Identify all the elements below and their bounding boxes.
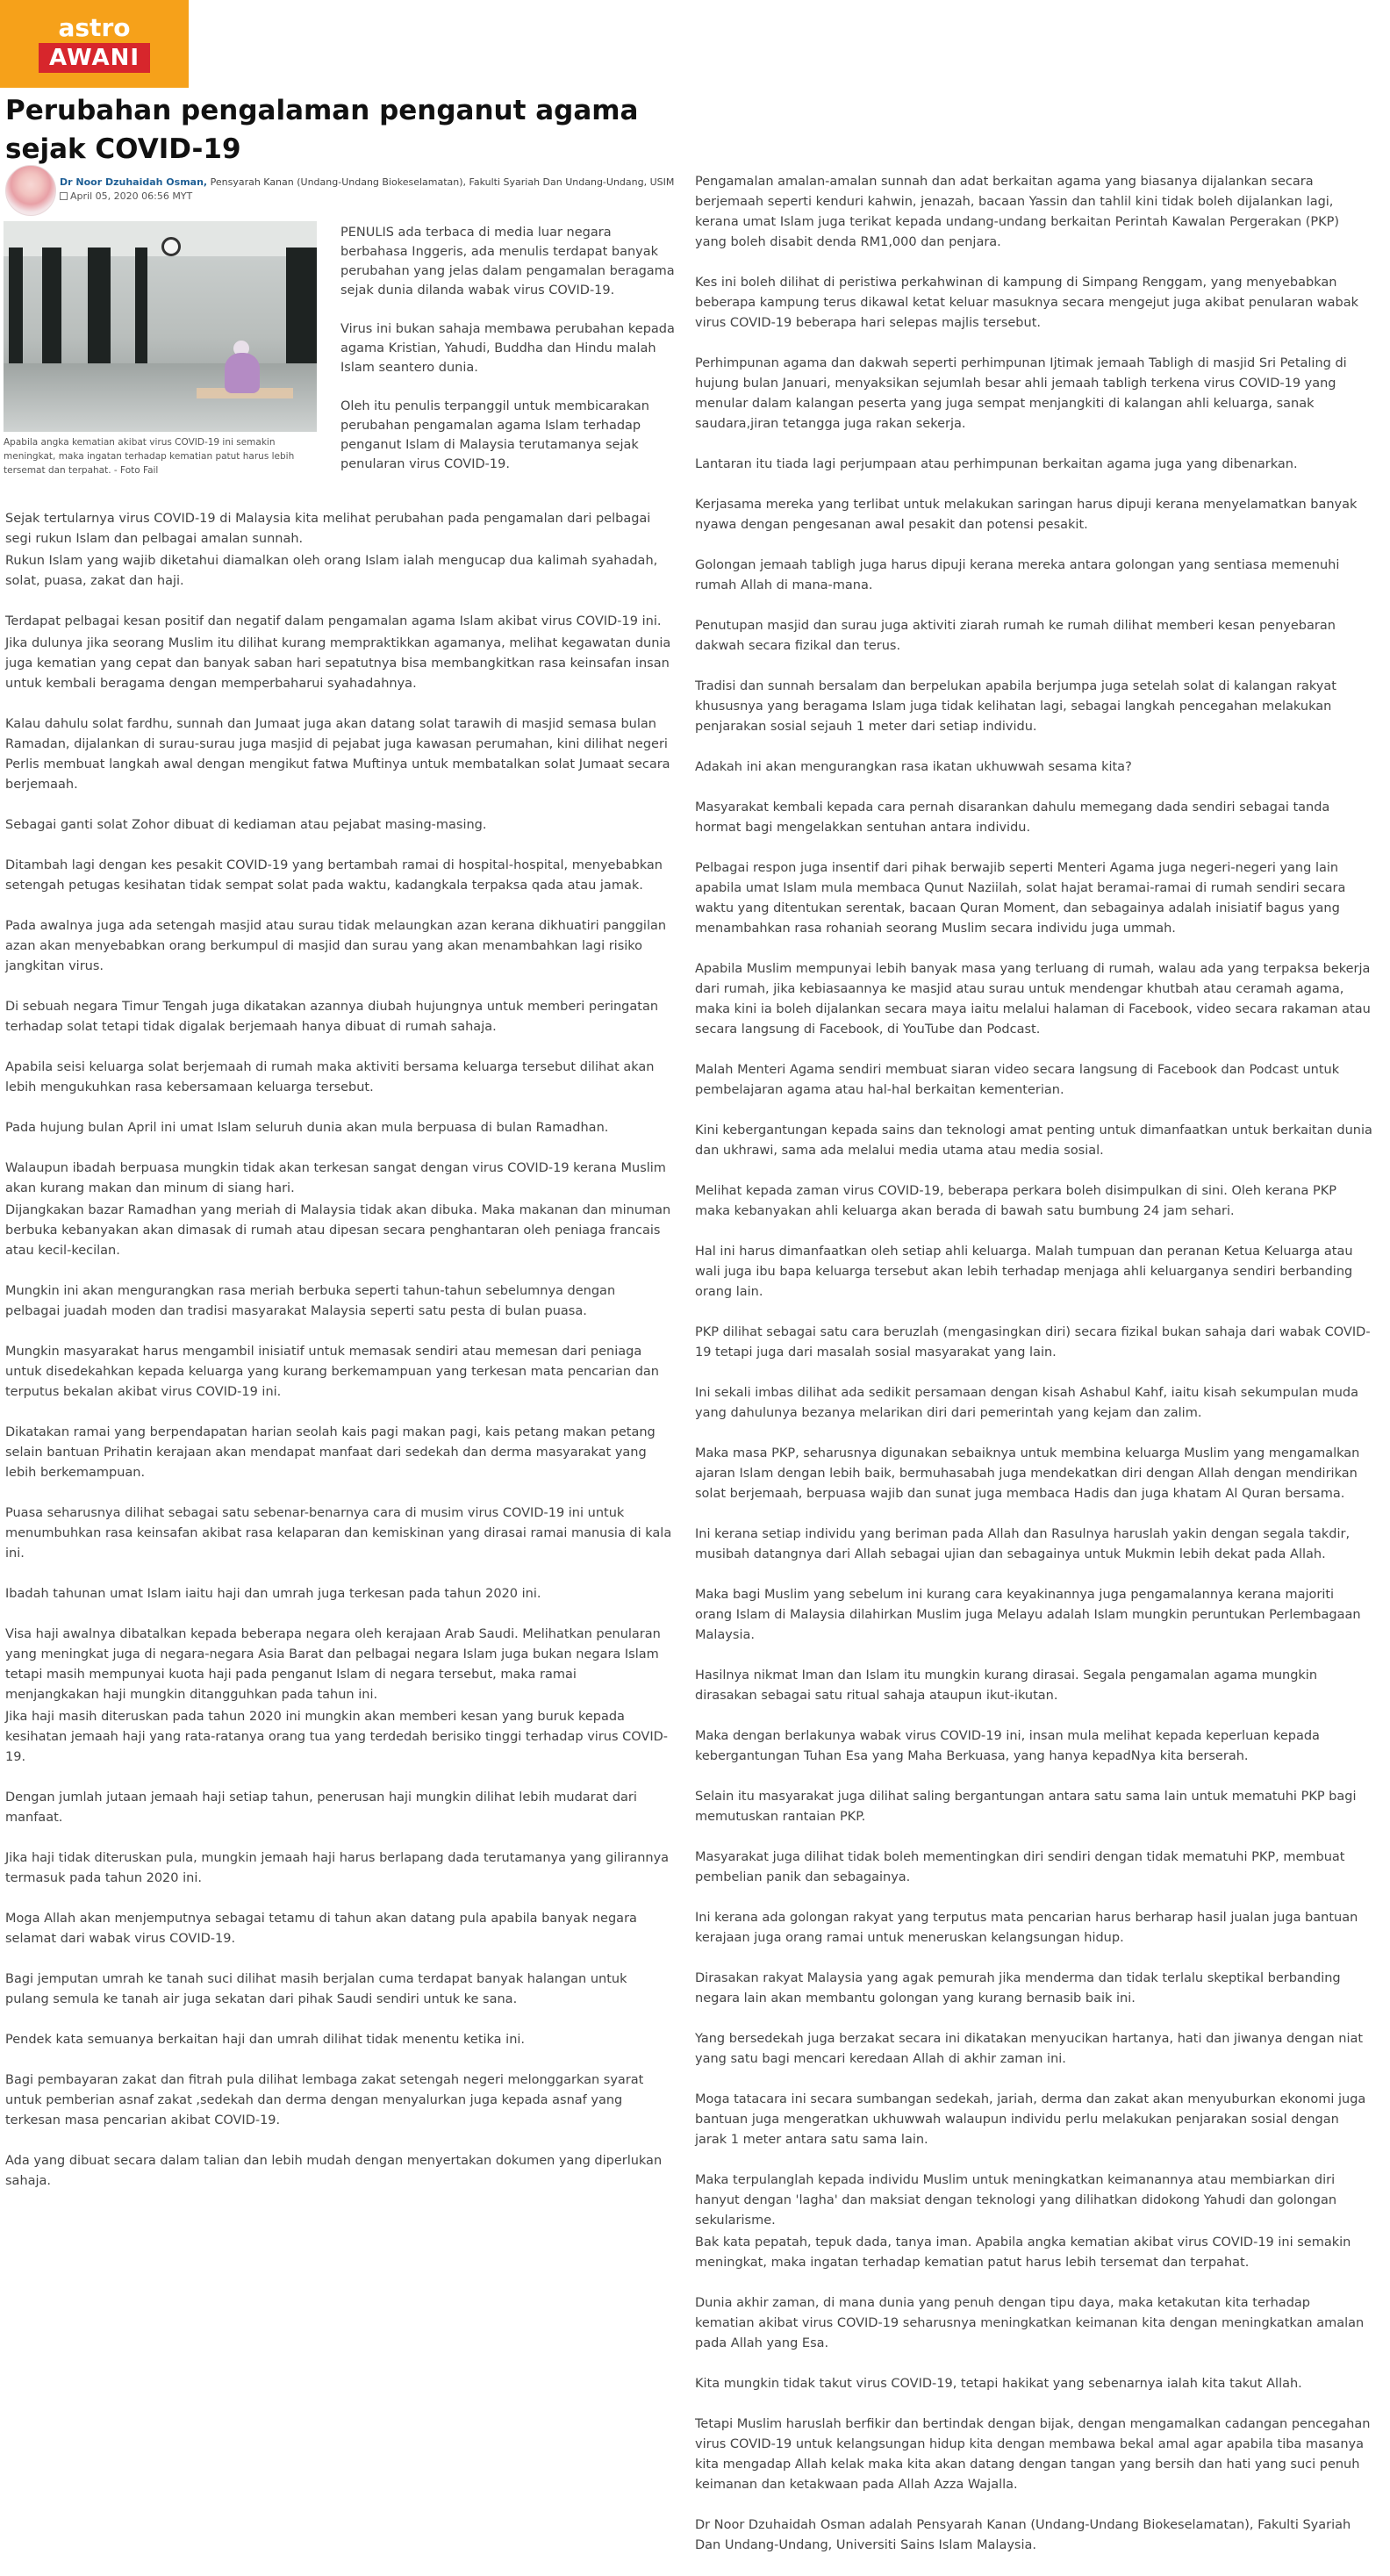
body-paragraph: Jika haji tidak diteruskan pula, mungkin jemaah haji harus berlapang dada terutamanya yang gilirannya termasuk pada tahun 2020 ini. — [5, 1851, 670, 1885]
body-paragraph: Bak kata pepatah, tepuk dada, tanya iman. Apabila angka kematian akibat virus COVID-19 ini semakin meningkat, maka ingatan terhadap kematian patut harus lebih tersemat dan terpahat. — [695, 2235, 1351, 2270]
body-paragraph: Penutupan masjid dan surau juga aktiviti ziarah rumah ke rumah dilihat memberi kesan penyebaran dakwah secara fizikal dan terus. — [695, 619, 1336, 653]
body-paragraph: Malah Menteri Agama sendiri membuat siaran video secara langsung di Facebook dan Podcast untuk pembelajaran agama atau hal-hal berkaitan kementerian. — [695, 1063, 1340, 1097]
body-paragraph: Apabila seisi keluarga solat berjemaah di rumah maka aktiviti bersama keluarga tersebut dilihat akan lebih mengukuhkan rasa kebersamaan keluarga tersebut. — [5, 1060, 655, 1094]
body-paragraph: Kalau dahulu solat fardhu, sunnah dan Jumaat juga akan datang solat tarawih di masjid semasa bulan Ramadan, dijalankan di surau-surau juga masjid di pejabat juga kawasan perumahan, kini dilihat negeri Perlis membuat langkah awal dengan mengikut fatwa Muftinya untuk membatalkan solat Jumaat secara berjemaah. — [5, 717, 670, 792]
article-photo — [4, 221, 317, 432]
body-paragraph: Sejak tertularnya virus COVID-19 di Malaysia kita melihat perubahan pada pengamalan dari pelbagai segi rukun Islam dan pelbagai amalan sunnah. — [5, 512, 651, 546]
body-paragraph: Walaupun ibadah berpuasa mungkin tidak akan terkesan sangat dengan virus COVID-19 kerana Muslim akan kurang makan dan minum di siang hari. — [5, 1161, 666, 1195]
body-paragraph: Terdapat pelbagai kesan positif dan negatif dalam pengamalan agama Islam akibat virus COVID-19 ini. — [5, 614, 662, 628]
intro-paragraph: Virus ini bukan sahaja membawa perubahan kepada agama Kristian, Yahudi, Buddha dan Hindu malah Islam seantero dunia. — [340, 322, 675, 375]
body-paragraph: Kes ini boleh dilihat di peristiwa perkahwinan di kampung di Simpang Renggam, yang menyebabkan beberapa kampung terus dikawal ketat keluar masuknya secara mengejut juga akibat penularan wabak virus COVID-19 beberapa hari selepas majlis tersebut. — [695, 276, 1359, 330]
logo-text-astro: astro — [58, 13, 131, 42]
body-paragraph: Ini kerana setiap individu yang beriman pada Allah dan Rasulnya haruslah yakin dengan segala takdir, musibah datangnya dari Allah sebagai ujian dan sebagainya untuk Mukmin lebih dekat pada Allah. — [695, 1527, 1351, 1561]
body-paragraph: Dirasakan rakyat Malaysia yang agak pemurah jika menderma dan tidak terlalu skeptikal berbanding negara lain akan membantu golongan yang kurang bernasib baik ini. — [695, 1971, 1341, 2006]
author-footnote: Dr Noor Dzuhaidah Osman adalah Pensyarah Kanan (Undang-Undang Biokeselamatan), Fakulti Syariah Dan Undang-Undang, Universiti Sains Islam Malaysia. — [695, 2518, 1351, 2552]
body-paragraph: Yang bersedekah juga berzakat secara ini dikatakan menyucikan hartanya, hati dan jiwanya dengan niat yang satu bagi mencari keredaan Allah di akhir zaman ini. — [695, 2032, 1364, 2066]
body-paragraph: Di sebuah negara Timur Tengah juga dikatakan azannya diubah hujungnya untuk memberi peringatan terhadap solat tetapi tidak digalak berjemaah hanya dibuat di rumah sahaja. — [5, 1000, 659, 1034]
body-paragraph: Hal ini harus dimanfaatkan oleh setiap ahli keluarga. Malah tumpuan dan peranan Ketua Keluarga atau wali juga ibu bapa keluarga tersebut akan lebih terhadap menjaga ahli keluarganya sendiri berbanding orang lain. — [695, 1245, 1353, 1299]
intro-paragraph: PENULIS ada terbaca di media luar negara berbahasa Inggeris, ada menulis terdapat banyak perubahan yang jelas dalam pengamalan beragama sejak dunia dilanda wabak virus COVID-19. — [340, 226, 675, 298]
body-paragraph: Bagi pembayaran zakat dan fitrah pula dilihat lembaga zakat setengah negeri melonggarkan syarat untuk pemberian asnaf zakat ,sedekah dan derma dengan menyalurkan juga kepada asnaf yang terkesan masa pencarian akibat COVID-19. — [5, 2073, 644, 2128]
body-paragraph: Visa haji awalnya dibatalkan kepada beberapa negara oleh kerajaan Arab Saudi. Melihatkan penularan yang meningkat juga di negara-negara Asia Barat dan pelbagai negara Islam juga bukan negara Islam tetapi masih mempunyai kuota haji pada penganut Islam di negara tersebut, maka ramai menjangkakan haji mungkin ditangguhkan pada tahun ini. — [5, 1627, 661, 1702]
body-paragraph: Lantaran itu tiada lagi perjumpaan atau perhimpunan berkaitan agama juga yang dibenarkan. — [695, 457, 1298, 471]
article-intro — [340, 223, 676, 493]
body-paragraph: Masyarakat juga dilihat tidak boleh mementingkan diri sendiri dengan tidak mematuhi PKP, membuat pembelian panik dan sebagainya. — [695, 1850, 1345, 1884]
body-paragraph: Kita mungkin tidak takut virus COVID-19, tetapi hakikat yang sebenarnya ialah kita takut Allah. — [695, 2377, 1302, 2391]
body-paragraph: Masyarakat kembali kepada cara pernah disarankan dahulu memegang dada sendiri sebagai tanda hormat bagi mengelakkan sentuhan antara individu. — [695, 800, 1330, 835]
body-paragraph: Tradisi dan sunnah bersalam dan berpelukan apabila berjumpa juga setelah solat di kalangan rakyat khususnya yang beragama Islam juga tidak kelihatan lagi, sebagai langkah pencegahan melakukan penjarakan sosial sejauh 1 meter dari setiap individu. — [695, 679, 1336, 734]
body-paragraph: Dengan jumlah jutaan jemaah haji setiap tahun, penerusan haji mungkin dilihat lebih mudarat dari manfaat. — [5, 1790, 637, 1825]
body-paragraph: Pengamalan amalan-amalan sunnah dan adat berkaitan agama yang biasanya dijalankan secara berjemaah seperti kenduri kahwin, jenazah, bacaan Yassin dan tahlil kini tidak boleh dijalankan lagi, kerana umat Islam juga terikat kepada undang-undang berkaitan Perintah Kawalan Pergerakan (PKP) yang boleh disabit denda RM1,000 dan penjara. — [695, 175, 1340, 249]
author-avatar — [5, 165, 56, 216]
author-line — [60, 176, 674, 189]
body-paragraph: Moga Allah akan menjemputnya sebagai tetamu di tahun akan datang pula apabila banyak negara selamat dari wabak virus COVID-19. — [5, 1912, 637, 1946]
body-paragraph: Ini kerana ada golongan rakyat yang terputus mata pencarian harus berharap hasil jualan juga bantuan kerajaan juga orang ramai untuk meneruskan kelangsungan hidup. — [695, 1911, 1358, 1945]
body-paragraph: PKP dilihat sebagai satu cara beruzlah (mengasingkan diri) secara fizikal bukan sahaja dari wabak COVID-19 tetapi juga dari masalah sosial masyarakat yang lain. — [695, 1325, 1371, 1360]
body-paragraph: Ini sekali imbas dilihat ada sedikit persamaan dengan kisah Ashabul Kahf, iaitu kisah sekumpulan muda yang dahulunya bezanya melarikan diri dari pemerintah yang kejam dan zalim. — [695, 1386, 1359, 1420]
body-paragraph: Mungkin ini akan mengurangkan rasa meriah berbuka seperti tahun-tahun sebelumnya dengan pelbagai juadah moden dan tradisi masyarakat Malaysia seperti satu pesta di bulan puasa. — [5, 1284, 616, 1318]
photo-caption: Apabila angka kematian akibat virus COVID-19 ini semakin meningkat, maka ingatan terhadap kematian patut harus lebih tersemat dan terpahat. - Foto Fail — [4, 437, 295, 476]
body-paragraph: Pada hujung bulan April ini umat Islam seluruh dunia akan mula berpuasa di bulan Ramadhan. — [5, 1121, 609, 1135]
clock-icon — [161, 237, 181, 256]
body-paragraph: Dunia akhir zaman, di mana dunia yang penuh dengan tipu daya, maka ketakutan kita terhadap kematian akibat virus COVID-19 seharusnya meningkatkan keimanan kita dengan meningkatkan amalan pada Allah yang Esa. — [695, 2296, 1365, 2350]
logo-text-awani: AWANI — [39, 43, 150, 73]
body-paragraph: Jika dulunya jika seorang Muslim itu dilihat kurang mempraktikkan agamanya, melihat kegawatan dunia juga kematian yang cepat dan banyak saban hari sepatutnya bisa membangkitkan rasa keinsafan insan untuk kembali beragama dengan memperbaharui syahadahnya. — [5, 636, 671, 691]
body-paragraph: Rukun Islam yang wajib diketahui diamalkan oleh orang Islam ialah mengucap dua kalimah syahadah, solat, puasa, zakat dan haji. — [5, 554, 658, 588]
astro-awani-logo[interactable] — [0, 0, 189, 88]
body-paragraph: Mungkin masyarakat harus mengambil inisiatif untuk memasak sendiri atau memesan dari peniaga untuk disedekahkan kepada keluarga yang kurang berkemampuan yang terkesan mata pencarian dan terputus bekalan akibat virus COVID-19 ini. — [5, 1345, 659, 1399]
body-paragraph: Moga tatacara ini secara sumbangan sedekah, jariah, derma dan zakat akan menyuburkan ekonomi juga bantuan juga mengeratkan ukhuwwah walaupun individu perlu melakukan penjarakan sosial dengan jarak 1 meter antara satu sama lain. — [695, 2092, 1366, 2147]
calendar-icon — [60, 192, 68, 200]
article-body-left — [5, 509, 672, 2212]
body-paragraph: Tetapi Muslim haruslah berfikir dan bertindak dengan bijak, dengan mengamalkan cadangan pencegahan virus COVID-19 untuk kelangsungan hidup kita dengan membawa bekal amal agar apabila tiba masanya kita mengadap Allah kelak maka kita akan datang dengan tangan yang bersih dan hati yang suci penuh keimanan dan ketakwaan pada Allah Azza Wajalla. — [695, 2417, 1371, 2492]
body-paragraph: Kerjasama mereka yang terlibat untuk melakukan saringan harus dipuji kerana menyelamatkan banyak nyawa dengan pengesanan awal pesakit dan potensi pesakit. — [695, 498, 1358, 532]
body-paragraph: Sebagai ganti solat Zohor dibuat di kediaman atau pejabat masing-masing. — [5, 818, 487, 832]
body-paragraph: Hasilnya nikmat Iman dan Islam itu mungkin kurang dirasai. Segala pengamalan agama mungkin dirasakan sebagai satu ritual sahaja ataupun ikut-ikutan. — [695, 1668, 1318, 1703]
body-paragraph: Melihat kepada zaman virus COVID-19, beberapa perkara boleh disimpulkan di sini. Oleh kerana PKP maka kebanyakan ahli keluarga akan berada di bawah satu bumbung 24 jam sehari. — [695, 1184, 1336, 1218]
body-paragraph: Maka terpulanglah kepada individu Muslim untuk meningkatkan keimanannya atau membiarkan diri hanyut dengan 'lagha' dan maksiat dengan teknologi yang dilihatkan didokong Yahudi dan golongan sekularisme. — [695, 2173, 1337, 2228]
body-paragraph: Dijangkakan bazar Ramadhan yang meriah di Malaysia tidak akan dibuka. Maka makanan dan minuman berbuka kebanyakan akan dimasak di rumah atau dipesan secara penghantaran oleh peniaga francais atau kecil-kecilan. — [5, 1203, 671, 1258]
body-paragraph: Perhimpunan agama dan dakwah seperti perhimpunan Ijtimak jemaah Tabligh di masjid Sri Petaling di hujung bulan Januari, menyaksikan sejumlah besar ahli jemaah tabligh terkena virus COVID-19 yang menular dalam kalangan peserta yang juga sempat menjangkiti di kalangan ahli keluarga, sanak saudara,jiran tetangga juga rakan sekerja. — [695, 356, 1347, 431]
article-title: Perubahan pengalaman penganut agama sejak COVID-19 — [5, 95, 639, 165]
author-role: Pensyarah Kanan (Undang-Undang Biokeselamatan), Fakulti Syariah Dan Undang-Undang, USIM — [207, 176, 675, 188]
body-paragraph: Puasa seharusnya dilihat sebagai satu sebenar-benarnya cara di musim virus COVID-19 ini untuk menumbuhkan rasa keinsafan akibat rasa kelaparan dan kemiskinan yang dirasai ramai manusia di kala ini. — [5, 1506, 672, 1561]
body-paragraph: Maka bagi Muslim yang sebelum ini kurang cara keyakinannya juga pengamalannya kerana majoriti orang Islam di Malaysia dilahirkan Muslim juga Melayu adalah Islam mungkin peruntukan Perlembagaan Malaysia. — [695, 1588, 1361, 1642]
body-paragraph: Ditambah lagi dengan kes pesakit COVID-19 yang bertambah ramai di hospital-hospital, menyebabkan setengah petugas kesihatan tidak sempat solat pada waktu, kadangkala terpaksa qada atau jamak. — [5, 858, 663, 893]
body-paragraph: Pelbagai respon juga insentif dari pihak berwajib seperti Menteri Agama juga negeri-negeri yang lain apabila umat Islam mula membaca Qunut Naziilah, solat hajat beramai-ramai di rumah sendiri secara waktu yang ditentukan serentak, bacaan Quran Moment, dan sebagainya adalah inisiatif bagus yang menambahkan rasa rohaniah seorang Muslim secara individu juga ummah. — [695, 861, 1346, 936]
article-body-right — [695, 172, 1372, 2576]
author-name-link[interactable]: Dr Noor Dzuhaidah Osman, — [60, 176, 208, 188]
body-paragraph: Golongan jemaah tabligh juga harus dipuji kerana mereka antara golongan yang sentiasa memenuhi rumah Allah di mana-mana. — [695, 558, 1340, 592]
body-paragraph: Pendek kata semuanya berkaitan haji dan umrah dilihat tidak menentu ketika ini. — [5, 2033, 526, 2047]
publish-date — [60, 190, 192, 203]
body-paragraph: Apabila Muslim mempunyai lebih banyak masa yang terluang di rumah, walau ada yang terpaksa bekerja dari rumah, jika kebiasaannya ke masjid atau surau untuk mendengar khutbah atau ceramah agama, maka kini ia boleh dijalankan secara maya iaitu melalui halaman di Facebook, video secara rakaman atau secara langsung di Facebook, di YouTube dan Podcast. — [695, 962, 1371, 1037]
body-paragraph: Adakah ini akan mengurangkan rasa ikatan ukhuwwah sesama kita? — [695, 760, 1132, 774]
body-paragraph: Ada yang dibuat secara dalam talian dan lebih mudah dengan menyertakan dokumen yang diperlukan sahaja. — [5, 2154, 663, 2188]
body-paragraph: Maka masa PKP, seharusnya digunakan sebaiknya untuk membina keluarga Muslim yang mengamalkan ajaran Islam dengan lebih baik, bermuhasabah juga mendekatkan diri dengan Allah dengan mendirikan solat berjemaah, berpuasa wajib dan sunat juga membaca Hadis dan juga khatam Al Quran bersama. — [695, 1446, 1360, 1501]
body-paragraph: Ibadah tahunan umat Islam iaitu haji dan umrah juga terkesan pada tahun 2020 ini. — [5, 1587, 541, 1601]
byline — [5, 165, 675, 218]
body-paragraph: Bagi jemputan umrah ke tanah suci dilihat masih berjalan cuma terdapat banyak halangan untuk pulang semula ke tanah air juga sekatan dari pihak Saudi sendiri untuk ke sana. — [5, 1972, 627, 2006]
publish-date-text: April 05, 2020 06:56 MYT — [70, 190, 193, 202]
intro-paragraph: Oleh itu penulis terpanggil untuk membicarakan perubahan pengamalan agama Islam terhadap penganut Islam di Malaysia terutamanya sejak penularan virus COVID-19. — [340, 399, 649, 471]
body-paragraph: Dikatakan ramai yang berpendapatan harian seolah kais pagi makan pagi, kais petang makan petang selain bantuan Prihatin kerajaan akan mendapat manfaat dari sedekah dan derma masyarakat yang lebih berkemampuan. — [5, 1425, 656, 1480]
body-paragraph: Pada awalnya juga ada setengah masjid atau surau tidak melaungkan azan kerana dikhuatiri panggilan azan akan menyebabkan orang berkumpul di masjid dan surau yang akan menambahkan lagi risiko jangkitan virus. — [5, 919, 667, 973]
body-paragraph: Selain itu masyarakat juga dilihat saling bergantungan antara satu sama lain untuk mematuhi PKP bagi memutuskan rantaian PKP. — [695, 1790, 1357, 1824]
body-paragraph: Kini kebergantungan kepada sains dan teknologi amat penting untuk dimanfaatkan untuk berkaitan dunia dan ukhrawi, sama ada melalui media utama atau media sosial. — [695, 1123, 1372, 1158]
body-paragraph: Maka dengan berlakunya wabak virus COVID-19 ini, insan mula melihat kepada keperluan kepada kebergantungan Tuhan Esa yang Maha Berkuasa, yang hanya kepadNya kita berserah. — [695, 1729, 1320, 1763]
body-paragraph: Jika haji masih diteruskan pada tahun 2020 ini mungkin akan memberi kesan yang buruk kepada kesihatan jemaah haji yang rata-ratanya orang tua yang terdedah berisiko tinggi terhadap virus COVID-19. — [5, 1710, 669, 1764]
